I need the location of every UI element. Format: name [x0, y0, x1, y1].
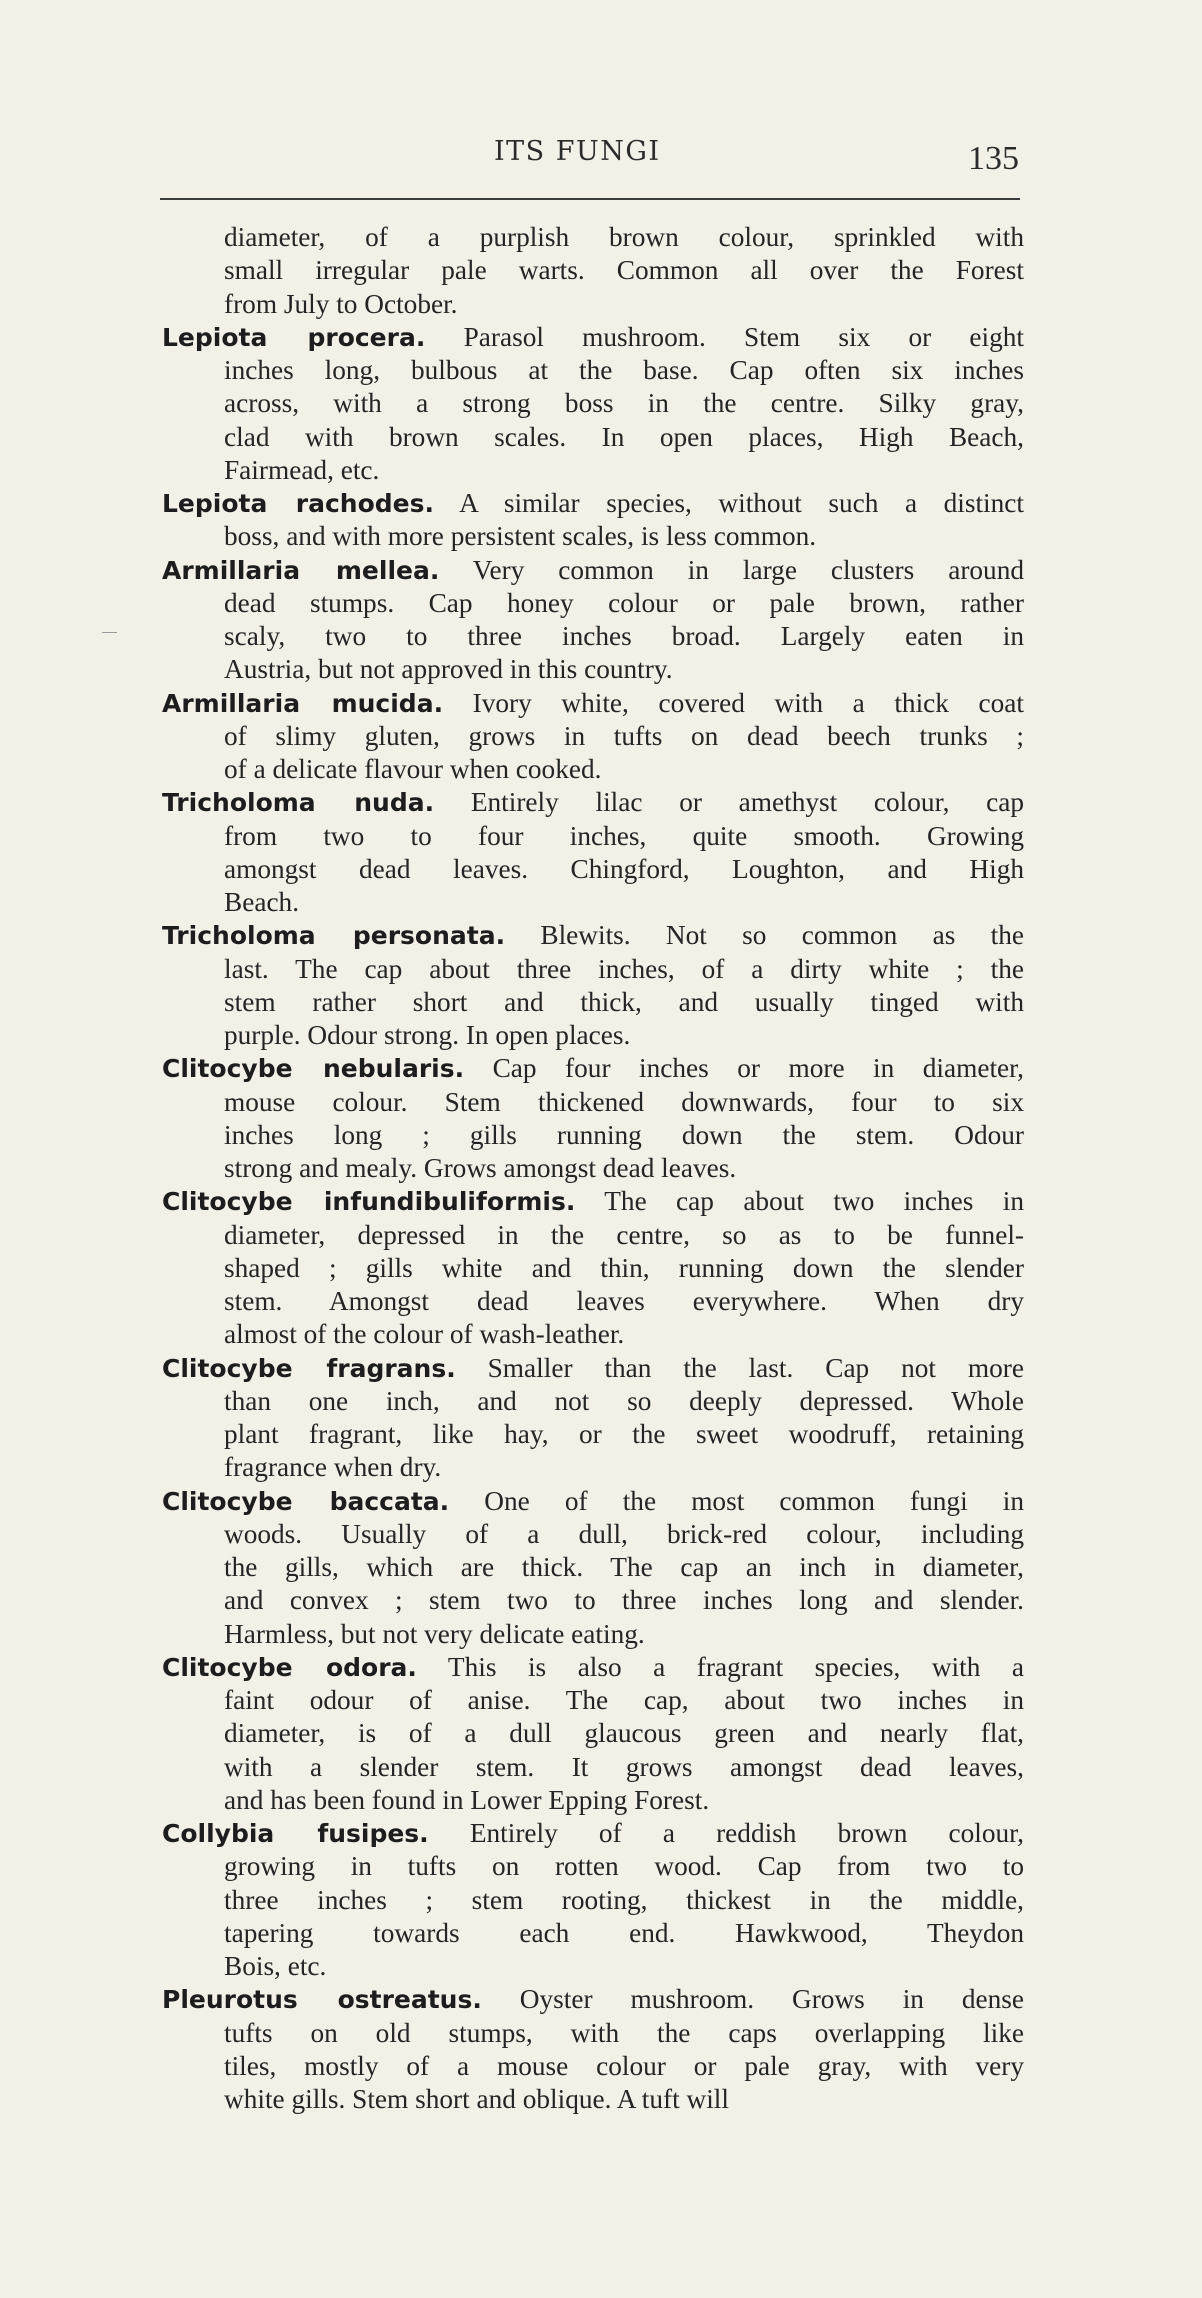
text-line: stem. Amongst dead leaves everywhere. When dry — [224, 1286, 1024, 1316]
species-name: Clitocybe infundibuliformis. — [162, 1187, 576, 1217]
text-line — [162, 487, 1024, 520]
text-line: purple. Odour strong. In open places. — [224, 1020, 631, 1050]
species-name: Pleurotus ostreatus. — [162, 1985, 482, 2015]
text-line: from July to October. — [224, 288, 458, 319]
text-line: faint odour of anise. The cap, about two inches in — [224, 1685, 1024, 1715]
text-line — [162, 1052, 1024, 1085]
text-line: and convex ; stem two to three inches long and slender. — [224, 1585, 1024, 1616]
entry-text: Oyster mushroom. Grows in dense — [481, 1984, 1024, 2015]
text-line: woods. Usually of a dull, brick-red colour, including — [224, 1518, 1024, 1549]
entry-text: Parasol mushroom. Stem six or eight — [425, 321, 1025, 352]
species-name: Lepiota procera. — [162, 322, 426, 352]
text-line: Harmless, but not very delicate eating. — [224, 1618, 645, 1649]
text-line: and has been found in Lower Epping Forest. — [224, 1784, 710, 1815]
text-line — [162, 786, 1024, 819]
entry-text: Smaller than the last. Cap not more — [455, 1352, 1024, 1383]
text-line — [162, 1185, 1024, 1218]
entry-text: Ivory white, covered with a thick coat — [443, 687, 1024, 718]
species-name: Tricholoma nuda. — [162, 788, 435, 818]
entry-text: Blewits. Not so common as the — [505, 920, 1024, 951]
text-line: the gills, which are thick. The cap an inch in diameter, — [224, 1552, 1024, 1582]
species-name: Collybia fusipes. — [162, 1819, 429, 1848]
page-header — [160, 136, 1022, 180]
species-name: Lepiota rachodes. — [162, 489, 435, 518]
margin-mark — [102, 632, 117, 633]
text-line: Austria, but not approved in this country. — [224, 654, 673, 685]
text-line — [162, 321, 1024, 354]
glossary-entry — [162, 554, 1024, 687]
entry-text: Entirely of a reddish brown colour, — [428, 1818, 1024, 1848]
text-line: than one inch, and not so deeply depressed. Whole — [224, 1385, 1024, 1416]
entry-text: The cap about two inches in — [575, 1186, 1025, 1217]
text-line: shaped ; gills white and thin, running down the slender — [224, 1252, 1024, 1283]
text-line: white gills. Stem short and oblique. A tuft will — [224, 2084, 729, 2114]
glossary-entry — [162, 1651, 1024, 1817]
glossary-entry — [162, 1983, 1024, 2116]
species-name: Tricholoma personata. — [162, 921, 506, 951]
text-line: scaly, two to three inches broad. Largely eaten in — [224, 621, 1024, 651]
text-line: diameter, is of a dull glaucous green and nearly flat, — [224, 1718, 1024, 1749]
glossary-entry — [162, 321, 1024, 487]
text-line: last. The cap about three inches, of a dirty white ; the — [224, 953, 1024, 984]
text-line — [162, 919, 1024, 952]
text-line: with a slender stem. It grows amongst dead leaves, — [224, 1751, 1024, 1782]
glossary-entry — [162, 1052, 1024, 1185]
text-line: Beach. — [224, 887, 300, 917]
text-line: across, with a strong boss in the centre. Silky gray, — [224, 388, 1024, 419]
entry-text: One of the most common fungi in — [449, 1485, 1024, 1516]
text-line: dead stumps. Cap honey colour or pale brown, rather — [224, 587, 1024, 618]
text-line: diameter, of a purplish brown colour, sprinkled with — [224, 222, 1024, 252]
entry-text: Very common in large clusters around — [439, 554, 1024, 585]
entry-text: A similar species, without such a distinct — [434, 488, 1024, 518]
glossary-entry — [162, 221, 1024, 321]
text-line: plant fragrant, like hay, or the sweet woodruff, retaining — [224, 1419, 1024, 1449]
text-line: mouse colour. Stem thickened downwards, four to six — [224, 1086, 1024, 1117]
glossary-entry — [162, 1352, 1024, 1485]
species-name: Clitocybe nebularis. — [162, 1054, 465, 1084]
glossary-entry — [162, 687, 1024, 787]
page-number: 135 — [968, 140, 1019, 177]
species-name: Clitocybe baccata. — [162, 1486, 450, 1516]
text-line: diameter, depressed in the centre, so as to be funnel- — [224, 1219, 1024, 1250]
text-line: fragrance when dry. — [224, 1452, 442, 1483]
text-line: inches long ; gills running down the stem. Odour — [224, 1119, 1024, 1150]
text-line: tapering towards each end. Hawkwood, Theydon — [224, 1917, 1024, 1948]
text-line — [162, 1485, 1024, 1518]
glossary-entry — [162, 487, 1024, 554]
body-text — [162, 221, 1024, 2116]
text-line — [162, 1817, 1024, 1850]
text-line: amongst dead leaves. Chingford, Loughton, and High — [224, 853, 1024, 884]
entry-text: This is also a fragrant species, with a — [416, 1651, 1024, 1682]
text-line: clad with brown scales. In open places, High Beach, — [224, 421, 1024, 452]
text-line — [162, 554, 1024, 587]
text-line: tufts on old stumps, with the caps overlapping like — [224, 2017, 1024, 2048]
text-line — [162, 1983, 1024, 2016]
text-line: inches long, bulbous at the base. Cap often six inches — [224, 355, 1024, 385]
glossary-entry — [162, 1185, 1024, 1351]
text-line: of slimy gluten, grows in tufts on dead beech trunks ; — [224, 720, 1024, 751]
glossary-entry — [162, 786, 1024, 919]
header-rule — [160, 198, 1020, 200]
text-line: tiles, mostly of a mouse colour or pale gray, with very — [224, 2050, 1024, 2081]
entry-text: Entirely lilac or amethyst colour, cap — [434, 787, 1024, 818]
text-line: three inches ; stem rooting, thickest in the middle, — [224, 1884, 1024, 1915]
text-line: small irregular pale warts. Common all over the Forest — [224, 255, 1024, 286]
glossary-entry — [162, 919, 1024, 1052]
text-line — [162, 687, 1024, 720]
text-line: stem rather short and thick, and usually tinged with — [224, 986, 1024, 1017]
text-line: boss, and with more persistent scales, is less common. — [224, 521, 817, 552]
glossary-entry — [162, 1817, 1024, 1983]
species-name: Clitocybe odora. — [162, 1652, 417, 1682]
running-head: ITS FUNGI — [494, 136, 661, 167]
text-line: strong and mealy. Grows amongst dead leaves. — [224, 1153, 737, 1183]
species-name: Clitocybe fragrans. — [162, 1353, 456, 1383]
text-line: from two to four inches, quite smooth. Growing — [224, 820, 1024, 851]
text-line — [162, 1651, 1024, 1684]
text-line: Bois, etc. — [224, 1951, 327, 1981]
text-line: of a delicate flavour when cooked. — [224, 754, 602, 784]
glossary-entry — [162, 1485, 1024, 1651]
text-line: Fairmead, etc. — [224, 454, 380, 485]
text-line: growing in tufts on rotten wood. Cap from two to — [224, 1851, 1024, 1882]
species-name: Armillaria mellea. — [162, 555, 440, 585]
entry-text: Cap four inches or more in diameter, — [464, 1053, 1024, 1084]
text-line — [162, 1352, 1024, 1385]
species-name: Armillaria mucida. — [162, 688, 444, 718]
text-line: almost of the colour of wash-leather. — [224, 1319, 625, 1350]
